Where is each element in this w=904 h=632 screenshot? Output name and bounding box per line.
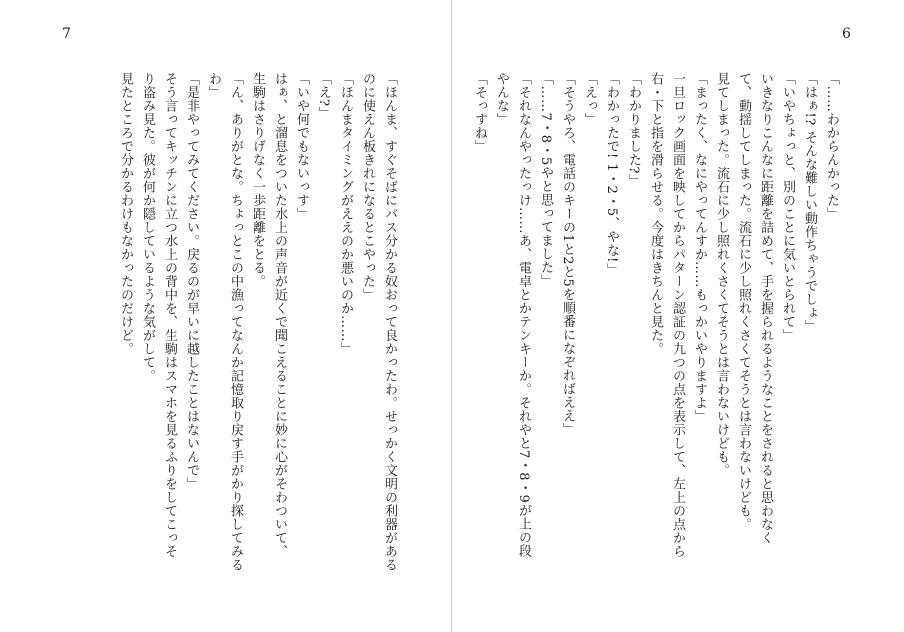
text-line: 「いやちょっと、別のことに気いとられて」 <box>780 72 795 342</box>
text-line: 見てしまった。流石に少し照れくさくてそうとは言わないけども。 <box>714 72 729 477</box>
left-page-text <box>100 72 400 592</box>
text-line: 「えっ」 <box>582 72 597 126</box>
text-line: 生駒はさりげなく一歩距離をとる。 <box>250 72 265 288</box>
text-line: 「わかりました?」 <box>626 72 641 188</box>
text-line: 「ん、ありがとな。ちょっとこの中漁ってなんか記憶取り戻す手がかり探してみる <box>228 72 243 572</box>
text-line: 「そっすね」 <box>472 72 487 153</box>
text-line: 右・下と指を滑らせる。今度はきちんと見た。 <box>648 72 663 356</box>
text-line: 「そうやろ、電話のキーの1と2と5を順番になぞればええ」 <box>560 72 575 436</box>
text-line: 見たところで分かるわけもなかったのだけど。 <box>118 72 133 356</box>
text-line: わ」 <box>206 72 221 99</box>
page-number-right: 6 <box>842 26 851 42</box>
text-line: 「……わからんかった」 <box>824 72 839 221</box>
right-page <box>452 0 904 632</box>
text-line: そう言ってキッチンに立つ水上の背中を、生駒はスマホを見るふりをしてこっそ <box>162 72 177 558</box>
text-line: 「ほんまタイミングがええのか悪いのか……」 <box>338 72 353 356</box>
text-line: 「まったく、なにやってんすか……もっかいやりますよ」 <box>692 72 707 423</box>
page-number-left: 7 <box>62 26 71 42</box>
text-line: やんな」 <box>494 72 509 126</box>
text-line: 「いや何でもないっす」 <box>294 72 309 221</box>
right-page-text <box>472 72 842 592</box>
text-line: 「それなんやったっけ……あ、電卓とかテンキーか。それやと7・8・9が上の段 <box>516 72 531 558</box>
text-line: 「はぁ!? そんな難しい動作ちゃうでしょ」 <box>802 72 817 333</box>
text-line: 一旦ロック画面を映してからパターン認証の九つの点を表示して、左上の点から <box>670 72 685 558</box>
text-line: り盗み見た。彼が何か隠しているような気がして。 <box>140 72 155 383</box>
text-line: 「え?」 <box>316 72 331 120</box>
text-line: はぁ、と溜息をついた水上の声音が近くで聞こえることに妙に心がそわついて、 <box>272 72 287 558</box>
text-line: て、動揺してしまった。流石に少し照れくさくてそうとは言わないけども。 <box>736 72 751 531</box>
text-line: 「わかったで! 1・2・5、やな!」 <box>604 72 619 277</box>
text-line: のに使えん板きれになるとこやった」 <box>360 72 375 302</box>
text-line: 「是非やってみてください。戻るのが早いに越したことはないんで」 <box>184 72 199 491</box>
text-line: 「……7・8・5やと思ってました」 <box>538 72 553 288</box>
text-line: 「ほんま、すぐそばにパス分かる奴おって良かったわ。せっかく文明の利器がある <box>382 72 397 572</box>
text-line: いきなりこんなに距離を詰めて、手を握られるようなことをされると思わなく <box>758 72 773 545</box>
